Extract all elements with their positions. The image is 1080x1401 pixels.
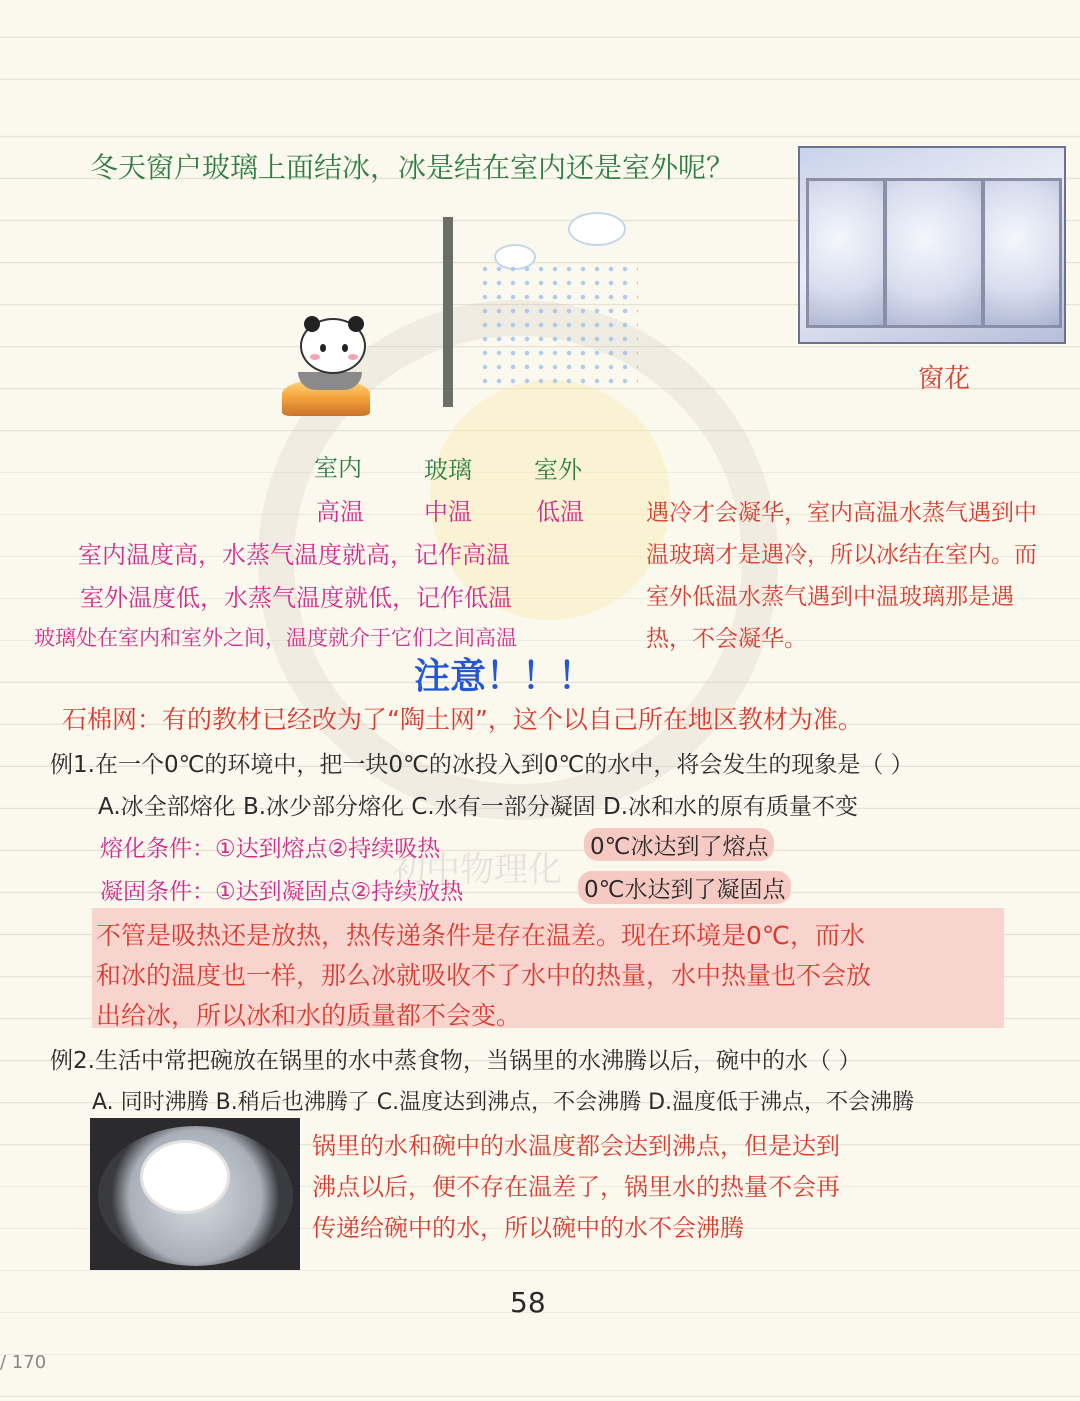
temp-high: 高温 bbox=[316, 498, 364, 526]
page-counter: / 170 bbox=[0, 1352, 47, 1373]
note-line: 石棉网：有的教材已经改为了“陶土网”，这个以自己所在地区教材为准。 bbox=[62, 705, 863, 734]
panda-illustration bbox=[300, 318, 366, 374]
example2-explain-1: 锅里的水和碗中的水温度都会达到沸点，但是达到 bbox=[312, 1132, 840, 1160]
example1-question: 例1.在一个0℃的环境中，把一块0℃的冰投入到0℃的水中，将会发生的现象是（ ） bbox=[50, 752, 914, 778]
notice-heading: 注意！！！ bbox=[414, 656, 595, 697]
label-glass: 玻璃 bbox=[424, 456, 472, 484]
label-indoor: 室内 bbox=[314, 454, 362, 482]
temp-mid: 中温 bbox=[424, 498, 472, 526]
page-number: 58 bbox=[510, 1286, 546, 1319]
freeze-condition: 凝固条件：①达到凝固点②持续放热 bbox=[100, 879, 464, 905]
box-line-2: 和冰的温度也一样，那么冰就吸收不了水中的热量，水中热量也不会放 bbox=[96, 961, 872, 990]
right-explain-2: 温玻璃才是遇冷，所以冰结在室内。而 bbox=[646, 542, 1037, 568]
photo-caption: 窗花 bbox=[918, 364, 971, 394]
example1-options: A.冰全部熔化 B.冰少部分熔化 C.水有一部分凝固 D.冰和水的原有质量不变 bbox=[98, 794, 859, 820]
freeze-note: 0℃水达到了凝固点 bbox=[578, 871, 791, 904]
label-outdoor: 室外 bbox=[534, 456, 582, 484]
right-explain-3: 室外低温水蒸气遇到中温玻璃那是遇 bbox=[646, 584, 1014, 610]
glass-pole-illustration bbox=[443, 217, 453, 407]
box-line-1: 不管是吸热还是放热，热传递条件是存在温差。现在环境是0℃，而水 bbox=[96, 921, 865, 950]
example2-explain-3: 传递给碗中的水，所以碗中的水不会沸腾 bbox=[312, 1214, 744, 1242]
melt-note: 0℃冰达到了熔点 bbox=[584, 828, 774, 861]
frosted-window-photo bbox=[798, 146, 1066, 344]
explain-line-3: 玻璃处在室内和室外之间，温度就介于它们之间高温 bbox=[34, 626, 517, 650]
wok-bowl-photo bbox=[90, 1118, 300, 1270]
box-line-3: 出给冰，所以冰和水的质量都不会变。 bbox=[96, 1001, 522, 1030]
snowflakes-illustration bbox=[478, 262, 638, 392]
example2-question: 例2.生活中常把碗放在锅里的水中蒸食物，当锅里的水沸腾以后，碗中的水（ ） bbox=[50, 1048, 862, 1074]
pan-illustration bbox=[298, 372, 362, 390]
right-explain-4: 热，不会凝华。 bbox=[646, 626, 807, 652]
explain-line-2: 室外温度低，水蒸气温度就低，记作低温 bbox=[80, 584, 512, 612]
cloud-icon bbox=[568, 212, 626, 246]
melt-condition: 熔化条件：①达到熔点②持续吸热 bbox=[100, 836, 441, 862]
explain-line-1: 室内温度高，水蒸气温度就高，记作高温 bbox=[78, 541, 510, 569]
question-title: 冬天窗户玻璃上面结冰，冰是结在室内还是室外呢？ bbox=[90, 151, 735, 184]
watermark-text: 初中物理化 bbox=[392, 850, 562, 890]
example2-options: A. 同时沸腾 B.稍后也沸腾了 C.温度达到沸点，不会沸腾 D.温度低于沸点，不会沸腾 bbox=[92, 1090, 915, 1115]
example2-explain-2: 沸点以后，便不存在温差了，锅里水的热量不会再 bbox=[312, 1173, 840, 1201]
right-explain-1: 遇冷才会凝华，室内高温水蒸气遇到中 bbox=[646, 500, 1037, 526]
temp-low: 低温 bbox=[536, 498, 584, 526]
